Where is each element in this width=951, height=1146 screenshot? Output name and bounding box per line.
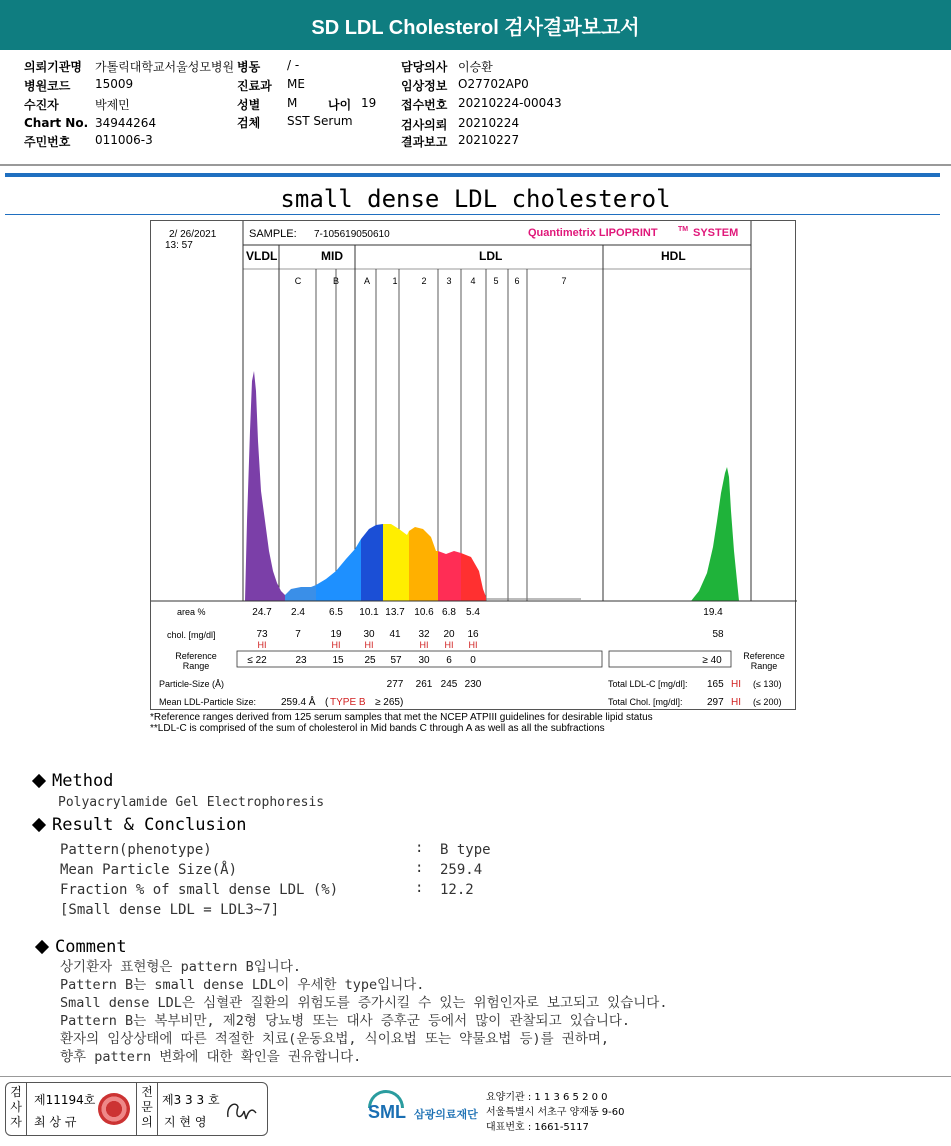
org-line-2: 서울특별시 서초구 양재동 9-60 <box>486 1107 625 1118</box>
brand-tm: TM <box>678 226 689 233</box>
mean-type-open: ( <box>325 697 329 708</box>
chol-b: 19 <box>330 629 342 640</box>
org-line-1: 요양기관 : 1 1 3 6 5 2 0 0 <box>486 1092 608 1103</box>
ldl4-region <box>461 553 486 601</box>
ref-a: 25 <box>364 655 376 666</box>
info-value: 15009 <box>95 77 134 91</box>
sample-id: 7-105619050610 <box>314 229 390 240</box>
total-chol-label: Total Chol. [mg/dl]: <box>608 697 683 707</box>
result-label-fraction: Fraction % of small dense LDL (%) <box>60 882 339 898</box>
hi-flag: HI <box>468 640 478 650</box>
particle-3: 245 <box>440 679 458 690</box>
hi-flag: HI <box>419 640 429 650</box>
area-vldl: 24.7 <box>252 607 272 618</box>
reviewer-no: 제3 3 3 호 <box>162 1093 220 1107</box>
ref-hdl: ≥ 40 <box>702 655 722 666</box>
area-1: 13.7 <box>385 607 405 618</box>
row-label-particle: Particle-Size (Å) <box>159 679 225 689</box>
result-label-size: Mean Particle Size(Å) <box>60 862 238 878</box>
colon: : <box>415 840 424 856</box>
area-2: 10.6 <box>414 607 434 618</box>
info-label: 나이 <box>328 98 352 112</box>
info-label: 진료과 <box>237 79 272 93</box>
tester-no: 제11194호 <box>34 1093 96 1107</box>
chol-vldl: 73 <box>256 629 268 640</box>
method-text: Polyacrylamide Gel Electrophoresis <box>58 795 325 810</box>
info-label: 성별 <box>237 98 261 112</box>
method-heading-row <box>34 771 113 791</box>
info-value: 20210224-00043 <box>458 96 562 110</box>
band-label-4: 4 <box>470 276 476 286</box>
hi-flag: HI <box>257 640 267 650</box>
info-label: 접수번호 <box>401 98 448 112</box>
ref-right-label-1: Reference <box>743 651 785 661</box>
brand-suffix: SYSTEM <box>693 227 739 239</box>
mid-a-region <box>361 524 383 601</box>
section-title: small dense LDL cholesterol <box>280 185 671 213</box>
band-label-3: 3 <box>446 276 452 286</box>
band-label-a: A <box>363 276 371 286</box>
lipoprint-svg <box>151 221 797 711</box>
chol-c: 7 <box>295 629 301 640</box>
comment-line: Pattern B는 small dense LDL이 우세한 type입니다. <box>60 977 425 993</box>
total-chol-value: 297 <box>707 697 724 708</box>
ref-c: 23 <box>295 655 307 666</box>
info-label: 결과보고 <box>401 135 448 149</box>
ref-1: 57 <box>390 655 402 666</box>
particle-4: 230 <box>464 679 482 690</box>
lipoprint-chart <box>150 220 796 710</box>
mid-c-region <box>285 585 316 601</box>
info-value: / - <box>287 58 300 72</box>
result-heading-row <box>34 815 246 835</box>
total-ldl-label: Total LDL-C [mg/dl]: <box>608 679 688 689</box>
total-ldl-flag: HI <box>731 679 741 690</box>
group-hdl: HDL <box>661 249 686 263</box>
band-label-6: 6 <box>514 276 520 286</box>
info-value: 20210224 <box>458 116 520 130</box>
result-value-fraction: 12.2 <box>440 882 474 898</box>
row-label-area: area % <box>177 607 206 617</box>
comment-line: 향후 pattern 변화에 대한 확인을 권유합니다. <box>60 1049 362 1065</box>
info-label: 검사의뢰 <box>401 118 448 132</box>
info-label: 의뢰기관명 <box>24 60 82 74</box>
info-label: 담당의사 <box>401 60 448 74</box>
info-label: 병원코드 <box>24 79 71 93</box>
hi-flag: HI <box>364 640 374 650</box>
row-label-chol: chol. [mg/dl] <box>167 630 216 640</box>
org-logo <box>366 1090 478 1126</box>
brand-name: Quantimetrix LIPOPRINT <box>528 227 658 239</box>
diamond-icon <box>32 774 46 788</box>
org-line-3: 대표번호 : 1661-5117 <box>486 1122 589 1133</box>
ldl3-region <box>438 551 461 601</box>
area-hdl: 19.4 <box>703 607 723 618</box>
comment-heading: Comment <box>55 937 127 957</box>
tester-label: 검사자 <box>10 1085 22 1129</box>
band-label-7: 7 <box>561 276 567 286</box>
area-c: 2.4 <box>291 607 305 618</box>
mid-b-region <box>316 539 361 601</box>
hdl-peak <box>691 467 739 601</box>
reviewer-name: 지 현 영 <box>164 1115 207 1129</box>
info-value: SST Serum <box>287 114 353 128</box>
colon: : <box>415 880 424 896</box>
ref-right-label-2: Range <box>750 661 778 671</box>
info-value: ME <box>287 77 305 91</box>
info-value: 가톨릭대학교서울성모병원 <box>95 60 235 74</box>
particle-2: 261 <box>415 679 433 690</box>
seal-icon <box>98 1093 130 1125</box>
report-title-banner <box>0 0 951 50</box>
comment-line: Small dense LDL은 심혈관 질환의 위험도를 증가시킬 수 있는 위험인자로 보고되고 있습니다. <box>60 995 668 1011</box>
report-title: SD LDL Cholesterol 검사결과보고서 <box>311 16 640 39</box>
total-ldl-ref: (≤ 130) <box>753 679 782 689</box>
signature-icon <box>224 1097 260 1125</box>
band-label-c: C <box>294 276 302 286</box>
info-value: 20210227 <box>458 133 520 147</box>
info-label: 주민번호 <box>24 135 71 149</box>
band-label-b: B <box>332 276 340 286</box>
info-value: O27702AP0 <box>458 77 529 91</box>
org-name: 삼광의료재단 <box>414 1108 478 1121</box>
info-label: 임상정보 <box>401 79 448 93</box>
result-value-pattern: B type <box>440 842 491 858</box>
comment-line: 환자의 임상상태에 따른 적절한 치료(운동요법, 식이요법 또는 약물요법 등)를 권하며, <box>60 1031 610 1047</box>
comment-line: Pattern B는 복부비만, 제2형 당뇨병 또는 대사 증후군 등에서 많이 관찰되고 있습니다. <box>60 1013 631 1029</box>
signature-box <box>5 1082 268 1136</box>
particle-1: 277 <box>386 679 404 690</box>
info-value: 011006-3 <box>95 133 153 147</box>
info-label: 수진자 <box>24 98 59 112</box>
result-heading: Result & Conclusion <box>52 815 247 835</box>
colon: : <box>415 860 424 876</box>
mean-ref: ≥ 265 <box>375 697 400 708</box>
total-ldl-value: 165 <box>707 679 724 690</box>
tester-name: 최 상 규 <box>34 1115 77 1129</box>
hi-flag: HI <box>331 640 341 650</box>
result-note: [Small dense LDL = LDL3~7] <box>60 902 280 918</box>
chol-a: 30 <box>363 629 375 640</box>
ref-label-1: Reference <box>175 651 217 661</box>
info-value: M <box>287 96 298 110</box>
ldl2-region <box>409 527 438 601</box>
footnote-2: **LDL-C is comprised of the sum of cholesterol in Mid bands C through A as well as all the subfractions <box>150 723 605 734</box>
patient-info <box>0 50 951 160</box>
footnote-1: *Reference ranges derived from 125 serum samples that met the NCEP ATPIII guidelines for desirable lipid status <box>150 712 653 723</box>
comment-heading-row <box>37 937 127 957</box>
chart-date: 2/ 26/2021 <box>169 229 217 240</box>
ref-3: 6 <box>446 655 452 666</box>
chol-3: 20 <box>443 629 455 640</box>
info-label: 병동 <box>237 60 261 74</box>
comment-body <box>60 958 667 1066</box>
diamond-icon <box>32 818 46 832</box>
band-label-1: 1 <box>392 276 398 286</box>
ref-4: 0 <box>470 655 476 666</box>
band-label-5: 5 <box>493 276 499 286</box>
mean-type: TYPE B <box>330 697 366 708</box>
diamond-icon <box>35 940 49 954</box>
chol-1: 41 <box>389 629 401 640</box>
info-value: 이승환 <box>458 60 493 74</box>
row-label-mean: Mean LDL-Particle Size: <box>159 697 257 707</box>
info-value: 34944264 <box>95 116 157 130</box>
group-ldl: LDL <box>479 249 503 263</box>
info-value: 박제민 <box>95 98 130 112</box>
info-label: 검체 <box>237 116 261 130</box>
org-short: SML <box>368 1102 406 1122</box>
mean-value: 259.4 Å <box>281 697 316 708</box>
footer-divider <box>0 1076 951 1077</box>
ref-2: 30 <box>418 655 430 666</box>
method-heading: Method <box>52 771 114 791</box>
ldl1-region <box>383 524 409 601</box>
area-a: 10.1 <box>359 607 379 618</box>
blue-divider-thin <box>5 214 940 215</box>
divider <box>0 164 951 166</box>
total-chol-ref: (≤ 200) <box>753 697 782 707</box>
area-3: 6.8 <box>442 607 456 618</box>
area-4: 5.4 <box>466 607 480 618</box>
ref-vldl: ≤ 22 <box>247 655 267 666</box>
org-contact <box>486 1090 625 1135</box>
chol-4: 16 <box>467 629 479 640</box>
group-vldl: VLDL <box>246 249 278 263</box>
chol-2: 32 <box>418 629 430 640</box>
info-label: Chart No. <box>24 116 89 130</box>
info-value: 19 <box>361 96 377 110</box>
band-label-2: 2 <box>421 276 427 286</box>
reviewer-label: 전문의 <box>141 1085 153 1129</box>
chart-time: 13: 57 <box>165 240 193 251</box>
hi-flag: HI <box>444 640 454 650</box>
sample-label: SAMPLE: <box>249 228 297 240</box>
group-mid: MID <box>321 249 343 263</box>
comment-line: 상기환자 표현형은 pattern B입니다. <box>60 959 301 975</box>
total-chol-flag: HI <box>731 697 741 708</box>
blue-divider <box>5 173 940 177</box>
result-label-pattern: Pattern(phenotype) <box>60 842 212 858</box>
area-b: 6.5 <box>329 607 343 618</box>
mean-type-close: ) <box>400 697 404 708</box>
ref-b: 15 <box>332 655 344 666</box>
ref-label-2: Range <box>182 661 210 671</box>
chol-hdl: 58 <box>712 629 724 640</box>
result-value-size: 259.4 <box>440 862 483 878</box>
